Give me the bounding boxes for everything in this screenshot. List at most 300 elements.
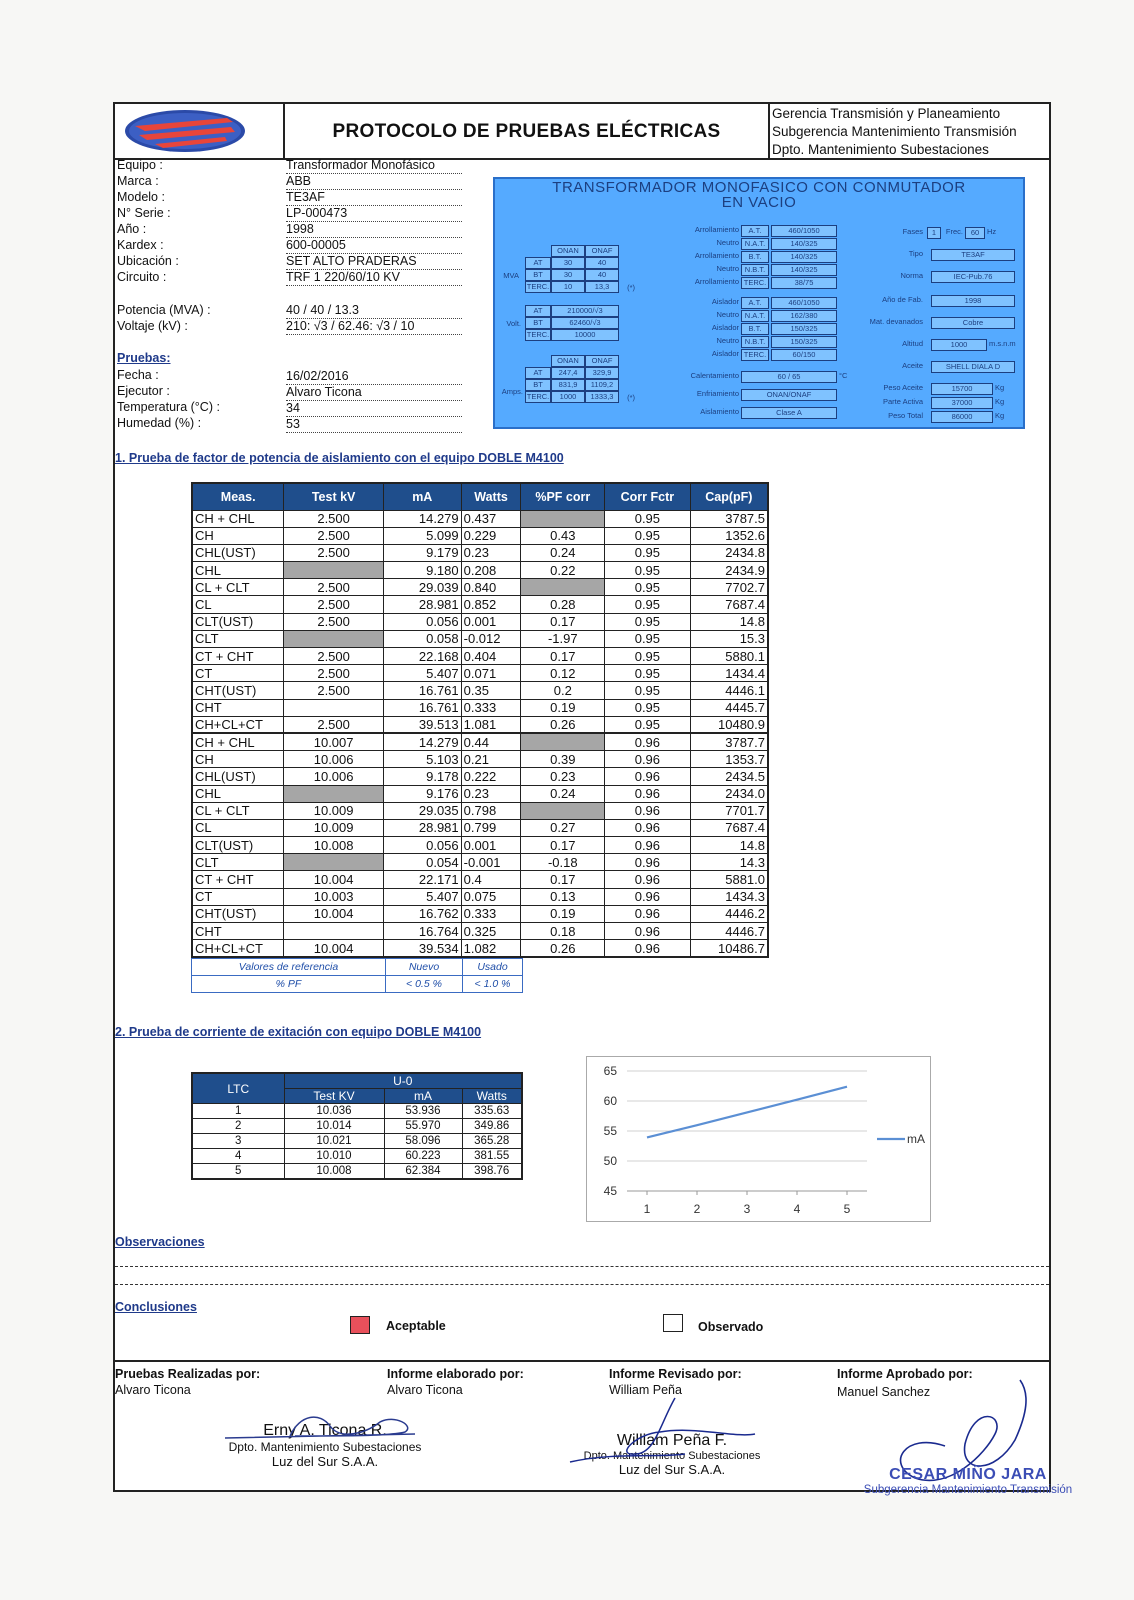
table-cell: 0.26 [521,940,605,957]
mva-cell: 30 [551,257,585,269]
table-cell: 60.223 [384,1149,462,1164]
org-line: Subgerencia Mantenimiento Transmisión [772,124,1017,139]
table-row [192,768,768,785]
insulation-tag: B.T. [741,251,769,263]
insulation-label: Neutro [716,238,739,247]
table-cell: 0.056 [383,613,461,630]
table-cell: 0.96 [605,940,691,957]
stamp-name: Erny A. Ticona R. [263,1422,387,1439]
table-row [192,510,768,527]
table-cell: CT [192,888,284,905]
table-cell [284,699,384,716]
table-cell: CT + CHT [192,648,284,665]
table-cell: 2434.0 [690,785,768,802]
col-ma: mA [383,483,461,510]
table-cell: CHL [192,785,284,802]
col-ltc: LTC [192,1073,284,1104]
table-cell: 2.500 [284,579,384,596]
table-cell: -1.97 [521,630,605,647]
table-cell: 0.95 [605,716,691,733]
reference-label: Valores de referencia [192,959,386,976]
label-potencia: Potencia (MVA) : [117,303,211,317]
table-cell: CL + CLT [192,802,284,819]
table-row [192,819,768,836]
stamp-approver-dept: Subgerencia Mantenimiento Transmisión [863,1484,1073,1496]
table-cell: 16.764 [383,923,461,940]
table-cell: 10.003 [284,888,384,905]
reference-used-value: < 1.0 % [463,976,523,993]
table-cell: CHL(UST) [192,544,284,561]
value-ubicacion: SET ALTO PRADERAS [286,253,462,270]
plate-value: 86000 [931,411,993,423]
table-cell: 2.500 [284,510,384,527]
table-row [192,544,768,561]
table-cell: 29.039 [383,579,461,596]
acceptable-label: Aceptable [386,1319,446,1333]
x-tick-label: 2 [693,1202,701,1216]
table-cell: 10.036 [284,1104,384,1119]
table-cell [521,579,605,596]
table-row [192,682,768,699]
table-cell: 14.3 [690,854,768,871]
table-cell: 3 [192,1134,284,1149]
amps-cell: 831,9 [551,379,585,391]
table-cell: 0.44 [461,733,521,750]
amps-row-label: TERC. [526,392,550,401]
label-ejecutor: Ejecutor : [117,384,170,398]
value-anio: 1998 [286,221,462,238]
insulation-label: Aislador [711,323,739,332]
table-cell: -0.18 [521,854,605,871]
nameplate-image [493,177,1025,429]
mva-label: MVA [503,271,519,280]
volt-row-label: TERC. [526,330,550,339]
stamp-dept: Dpto. Mantenimiento Subestaciones [228,1440,422,1454]
table-cell [284,923,384,940]
plate-unit: Kg [995,383,1005,392]
plate-label: Peso Aceite [883,383,923,392]
plate-label: Año de Fab. [882,295,923,304]
table-cell: 381.55 [462,1149,522,1164]
table-cell: 0.96 [605,802,691,819]
value-humedad: 53 [286,416,462,433]
col-pf-corr: %PF corr [521,483,605,510]
table-cell: 0.21 [461,751,521,768]
amps-cell: 1333,3 [585,391,619,403]
value-voltaje: 210: √3 / 62.46: √3 / 10 [286,318,462,335]
org-line: Gerencia Transmisión y Planeamiento [772,106,1001,121]
table-cell: -0.001 [461,854,521,871]
plate-value: Cobre [931,317,1015,329]
section2-title: 2. Prueba de corriente de exitación con equipo DOBLE M4100 [115,1025,482,1039]
table-cell: 0.96 [605,768,691,785]
table-cell: 0.2 [521,682,605,699]
x-tick-label: 4 [793,1202,801,1216]
table-cell: 29.035 [383,802,461,819]
table-cell: CL + CLT [192,579,284,596]
value-potencia: 40 / 40 / 13.3 [286,302,462,319]
plate-unit: m.s.n.m [989,339,1016,348]
table-cell: 0.24 [521,785,605,802]
thermal-unit: °C [839,371,848,380]
table-cell: 16.761 [383,699,461,716]
observed-label: Observado [698,1320,764,1334]
stamp-name: William Peña F. [616,1432,728,1449]
table-cell: 7687.4 [690,596,768,613]
table-cell: 58.096 [384,1134,462,1149]
insulation-value: 150/325 [771,336,837,348]
table-cell: 5.407 [383,665,461,682]
table-cell: 0.95 [605,562,691,579]
mva-col: ONAN [551,245,585,257]
table-row [192,562,768,579]
label-humedad: Humedad (%) : [117,416,202,430]
table-row [192,527,768,544]
mva-cell: 40 [585,269,619,281]
table-cell: 0.13 [521,888,605,905]
footer-divider [115,1360,1049,1362]
table-cell: 28.981 [383,819,461,836]
table-cell: 0.058 [383,630,461,647]
table-cell: CH+CL+CT [192,940,284,957]
insulation-tag: B.T. [741,323,769,335]
x-tick-label: 3 [743,1202,751,1216]
amps-col: ONAN [551,355,585,367]
insulation-label: Arrollamiento [694,251,739,260]
table-row [192,1134,522,1149]
insulation-value: 140/325 [771,238,837,250]
amps-col: ONAF [585,355,619,367]
plate-value: TE3AF [931,249,1015,261]
table-cell [284,562,384,579]
table-cell: 39.513 [383,716,461,733]
x-tick-label: 1 [643,1202,651,1216]
table-cell: 1353.7 [690,751,768,768]
col-test-kv: Test KV [284,1089,384,1104]
insulation-label: Aislador [711,297,739,306]
excitation-table [191,1072,523,1180]
volt-label: Volt. [506,319,521,328]
table-cell: 0.96 [605,905,691,922]
table-cell: 10.014 [284,1119,384,1134]
table-cell: 7702.7 [690,579,768,596]
divider [115,1266,1049,1267]
thermal-label: Calentamiento [690,371,739,380]
table-cell: 0.17 [521,648,605,665]
table-row [192,854,768,871]
table-cell: 0.054 [383,854,461,871]
table-cell: 0.17 [521,871,605,888]
table-cell: 0.437 [461,510,521,527]
insulation-value: 140/325 [771,251,837,263]
plate-label: Altitud [902,339,923,348]
table-cell: 10.021 [284,1134,384,1149]
table-cell: 9.178 [383,768,461,785]
plate-value: 15700 [931,383,993,395]
table-cell: 5880.1 [690,648,768,665]
value-equipo: Transformador Monofásico [286,157,462,174]
table-cell: 5881.0 [690,871,768,888]
table-cell: 10.004 [284,871,384,888]
cooling-label: Enfriamiento [696,389,739,398]
table-cell: 0.17 [521,837,605,854]
table-cell: 2.500 [284,613,384,630]
table-cell: 2 [192,1119,284,1134]
table-cell: 0.95 [605,630,691,647]
stamp-company: Luz del Sur S.A.A. [271,1454,379,1469]
excitation-rows [192,1104,522,1180]
table-row [192,1104,522,1119]
table-cell: 0.18 [521,923,605,940]
table-cell: 0.95 [605,510,691,527]
reference-used-label: Usado [463,959,523,976]
chart-svg [587,1057,932,1223]
value-temperatura: 34 [286,400,462,417]
insulation-value: 460/1050 [771,297,837,309]
y-tick-label: 45 [603,1184,617,1198]
amps-label: Amps. [501,387,523,396]
table-cell: 2.500 [284,544,384,561]
amps-note: (*) [627,393,635,402]
label-ubicacion: Ubicación : [117,254,179,268]
volt-row-label: AT [525,305,551,317]
table-cell: 1.081 [461,716,521,733]
insulation-value: 140/325 [771,264,837,276]
reference-values [191,958,523,993]
table-cell: 10480.9 [690,716,768,733]
phases-label: Fases [902,227,923,236]
table-row [192,751,768,768]
insulation-label: Neutro [716,310,739,319]
label-prepared-by: Informe elaborado por: [387,1367,524,1381]
y-tick-label: 50 [603,1154,617,1168]
company-logo [115,104,285,160]
table-cell: 22.168 [383,648,461,665]
table-cell: 0.96 [605,837,691,854]
table-cell: 0.325 [461,923,521,940]
table-cell: 0.95 [605,648,691,665]
table-cell: 5.103 [383,751,461,768]
plate-value: SHELL DIALA D [931,361,1015,373]
col-ma: mA [384,1089,462,1104]
table-cell: CH [192,751,284,768]
table-row [192,699,768,716]
table-cell: 0.95 [605,527,691,544]
table-cell: CLT [192,854,284,871]
table-row [192,665,768,682]
table-cell: 10486.7 [690,940,768,957]
plate-label: Peso Total [888,411,923,420]
insulation-label: Aislador [711,349,739,358]
amps-cell: 329,9 [585,367,619,379]
observed-checkbox[interactable] [663,1314,683,1332]
table-cell: CHL(UST) [192,768,284,785]
table-cell: 0.799 [461,819,521,836]
table-cell: 0.075 [461,888,521,905]
table-cell: 1.082 [461,940,521,957]
label-modelo: Modelo : [117,190,165,204]
table-cell: 0.001 [461,613,521,630]
header [115,104,1049,160]
table-cell: CL [192,819,284,836]
col-group-u0: U-0 [284,1073,522,1089]
table-cell: 0.26 [521,716,605,733]
table-cell: 0.852 [461,596,521,613]
table-cell: CHT(UST) [192,905,284,922]
power-factor-table [191,482,769,958]
table-cell: CHL [192,562,284,579]
plate-unit: Kg [995,411,1005,420]
org-block [772,105,1049,159]
table-cell: 22.171 [383,871,461,888]
table-cell: 349.86 [462,1119,522,1134]
table-cell: 10.007 [284,733,384,750]
table-cell: CLT [192,630,284,647]
value-kardex: 600-00005 [286,237,462,254]
table-cell: 14.8 [690,613,768,630]
table-cell: 0.96 [605,819,691,836]
table-cell: 0.95 [605,596,691,613]
volt-cell: 210000/√3 [551,305,619,317]
table-cell: CT + CHT [192,871,284,888]
table-cell: 14.279 [383,733,461,750]
amps-row-label: AT [525,367,551,379]
table-cell [284,854,384,871]
table-cell: 365.28 [462,1134,522,1149]
col-watts: Watts [461,483,521,510]
table-cell [521,802,605,819]
insulation-tag: N.A.T. [741,238,769,250]
table-cell: 4446.1 [690,682,768,699]
series-line-ma [647,1087,847,1138]
mva-note: (*) [627,283,635,292]
table-cell: 0.23 [461,785,521,802]
table-cell: 2.500 [284,682,384,699]
table-cell: 1352.6 [690,527,768,544]
table-cell: 0.222 [461,768,521,785]
insulation-label: Neutro [716,336,739,345]
table-cell: 0.95 [605,579,691,596]
reference-new-label: Nuevo [386,959,463,976]
table-cell: CL [192,596,284,613]
col-meas: Meas. [192,483,284,510]
freq-unit: Hz [987,227,997,236]
amps-cell: 1000 [551,391,585,403]
table-cell: 0.12 [521,665,605,682]
table-row [192,940,768,957]
table-cell: 10.009 [284,819,384,836]
col-corr-fctr: Corr Fctr [605,483,691,510]
table-cell: 4445.7 [690,699,768,716]
table-cell: 0.28 [521,596,605,613]
insulation-class-label: Aislamiento [700,407,739,416]
table-cell: 0.22 [521,562,605,579]
table-cell: 3787.7 [690,733,768,750]
value-modelo: TE3AF [286,189,462,206]
table-cell: 0.96 [605,854,691,871]
table-header [192,483,768,510]
table-cell: CHT [192,923,284,940]
table-cell: 335.63 [462,1104,522,1119]
table-cell: 10.009 [284,802,384,819]
col-test-kv: Test kV [284,483,384,510]
label-kardex: Kardex : [117,238,164,252]
table-cell: 2.500 [284,648,384,665]
name-reviewed-by: William Peña [609,1383,682,1397]
table-cell: 16.762 [383,905,461,922]
table-row [192,785,768,802]
label-circuito: Circuito : [117,270,167,284]
amps-row-label: BT [525,379,551,391]
table-cell: 10.004 [284,905,384,922]
table-cell: 0.95 [605,613,691,630]
y-tick-label: 65 [603,1064,617,1078]
label-performed-by: Pruebas Realizadas por: [115,1367,261,1381]
name-prepared-by: Alvaro Ticona [387,1383,463,1397]
protocol-sheet [113,102,1051,1492]
table-cell: 0.95 [605,699,691,716]
table-cell: 0.24 [521,544,605,561]
table-cell: 0.35 [461,682,521,699]
table-cell: 0.19 [521,699,605,716]
plate-label: Parte Activa [882,397,923,406]
table-cell: 0.229 [461,527,521,544]
table-cell: 10.004 [284,940,384,957]
table-cell: 0.404 [461,648,521,665]
insulation-tag: A.T. [741,297,769,309]
table-row [192,648,768,665]
name-performed-by: Alvaro Ticona [115,1383,191,1397]
amps-cell: 247,4 [551,367,585,379]
insulation-value: 60/150 [771,349,837,361]
table-cell: 5.099 [383,527,461,544]
value-marca: ABB [286,173,462,190]
table-cell: 2.500 [284,596,384,613]
table-cell: 10.010 [284,1149,384,1164]
value-ejecutor: Alvaro Ticona [286,384,462,401]
table-cell: 4446.7 [690,923,768,940]
label-fecha: Fecha : [117,368,159,382]
plate-label: Mat. devanados [869,317,923,326]
label-temperatura: Temperatura (°C) : [117,400,220,414]
mva-col: ONAF [585,245,619,257]
plate-unit: Kg [995,397,1005,406]
table-cell: 0.4 [461,871,521,888]
insulation-value: 162/380 [771,310,837,322]
amps-cell: 1109,2 [585,379,619,391]
stamp-approver [863,1466,1073,1484]
stamp-company: Luz del Sur S.A.A. [618,1462,726,1477]
acceptable-checkbox[interactable] [350,1316,370,1334]
table-row [192,1119,522,1134]
table-cell [521,733,605,750]
volt-cell: 10000 [551,329,619,341]
insulation-label: Neutro [716,264,739,273]
volt-cell: 62460/√3 [551,317,619,329]
insulation-tag: A.T. [741,225,769,237]
insulation-tag: N.B.T. [741,264,769,276]
table-row [192,613,768,630]
mva-cell: 13,3 [585,281,619,293]
table-cell: CH + CHL [192,510,284,527]
table-cell: 5 [192,1164,284,1180]
table-cell: 0.96 [605,733,691,750]
mva-cell: 40 [585,257,619,269]
table-row [192,716,768,733]
insulation-label: Arrollamiento [694,225,739,234]
insulation-tag: TERC. [741,349,769,361]
mva-row-label: TERC. [526,282,550,291]
